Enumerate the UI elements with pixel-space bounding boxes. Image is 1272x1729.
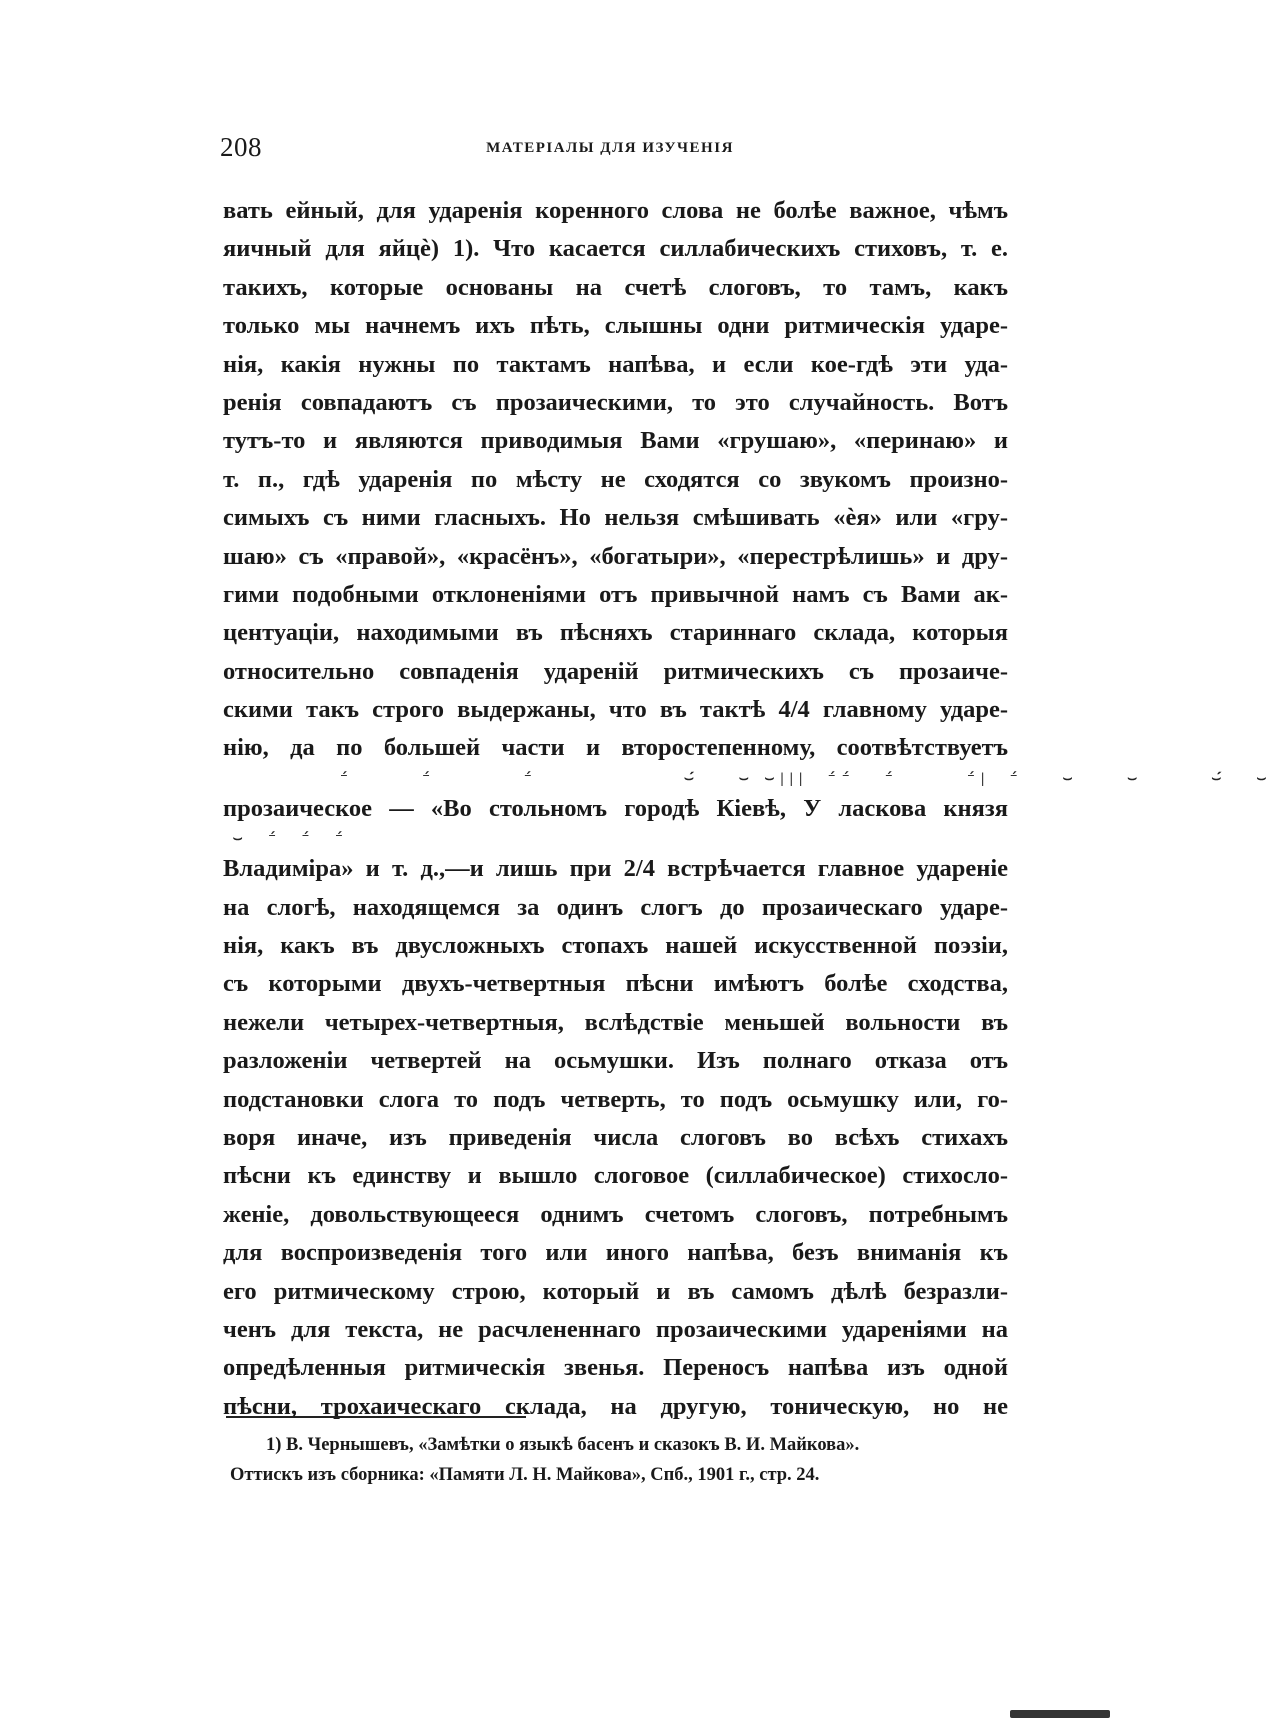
text-line: вать ейный, для ударенія коренного слова не болѣе важное, чѣмъ xyxy=(223,197,1008,224)
footnote-divider xyxy=(226,1416,526,1418)
text-line: его ритмическому строю, который и въ самомъ дѣлѣ безразли- xyxy=(223,1277,1008,1305)
text-line: на слогѣ, находящемся за одинъ слогъ до прозаическаго ударе- xyxy=(223,893,1008,921)
text-line: центуаціи, находимыми въ пѣсняхъ стариннаго склада, которыя xyxy=(223,619,1008,647)
running-head: МАТЕРІАЛЫ ДЛЯ ИЗУЧЕНІЯ xyxy=(486,140,734,156)
footnotes xyxy=(230,1430,1020,1490)
page-header xyxy=(220,132,1010,172)
body-text xyxy=(223,192,1272,1426)
text-line: яичный для яйцѐ) 1). Что касается силлабическихъ стиховъ, т. е. xyxy=(223,235,1008,263)
text-line: разложеніи четвертей на осьмушки. Изъ полнаго отказа отъ xyxy=(223,1047,1008,1075)
text-line: нія, какія нужны по тактамъ напѣва, и если кое-гдѣ эти уда- xyxy=(223,350,1008,378)
text-line: ренія совпадаютъ съ прозаическими, то это случайность. Вотъ xyxy=(223,388,1008,416)
text-line: опредѣленныя ритмическія звенья. Переносъ напѣва изъ одной xyxy=(223,1354,1008,1382)
text-line: шаю» съ «правой», «красёнъ», «богатыри», «перестрѣлишь» и дру- xyxy=(223,542,1008,570)
text-line: гими подобными отклоненіями отъ привычной намъ съ Вами ак- xyxy=(223,580,1008,608)
prosody-marks: ⌣ ⁻́ ⁻́ ⁻́ xyxy=(223,831,349,848)
scan-artifact xyxy=(1010,1710,1110,1718)
prosody-marks: ⁻́ ⁻́ ⁻́ ⌣́ ⌣ ⌣||| ⁻́⁻́ ⁻́ ⁻́| ⁻́ ⌣ ⌣ ⌣́ ⌣ xyxy=(223,770,1272,787)
text-line: подстановки слога то подъ четверть, то подъ осьмушку или, го- xyxy=(223,1085,1008,1113)
text-line: нію, да по большей части и второстепенному, соотвѣтствуетъ xyxy=(223,734,1008,762)
text-line: тутъ-то и являются приводимыя Вами «грушаю», «перинаю» и xyxy=(223,427,1008,455)
text-line: прозаическое — «Во стольномъ городѣ Кіевѣ, У ласкова князя xyxy=(223,794,1008,822)
text-line: только мы начнемъ ихъ пѣть, слышны одни ритмическія ударе- xyxy=(223,312,1008,340)
text-line: воря иначе, изъ приведенія числа слоговъ во всѣхъ стихахъ xyxy=(223,1123,1008,1151)
text-line: пѣсни къ единству и вышло слоговое (силлабическое) стихосло- xyxy=(223,1162,1008,1190)
text-line: пѣсни, трохаическаго склада, на другую, тоническую, но не xyxy=(223,1392,1008,1420)
text-line: женіе, довольствующееся однимъ счетомъ слоговъ, потребнымъ xyxy=(223,1200,1008,1228)
page-number: 208 xyxy=(220,132,262,162)
text-line: съ которыми двухъ-четвертныя пѣсни имѣютъ болѣе сходства, xyxy=(223,970,1008,998)
text-line: симыхъ съ ними гласныхъ. Но нельзя смѣшивать «ѐя» или «гру- xyxy=(223,504,1008,532)
footnote-line: Оттискъ изъ сборника: «Памяти Л. Н. Майкова», Спб., 1901 г., стр. 24. xyxy=(230,1465,820,1485)
text-line: ченъ для текста, не расчлененнаго прозаическими удареніями на xyxy=(223,1315,1008,1343)
text-line: такихъ, которые основаны на счетѣ слоговъ, то тамъ, какъ xyxy=(223,273,1008,301)
footnote-line: 1) В. Чернышевъ, «Замѣтки о языкѣ басенъ и сказокъ В. И. Майкова». xyxy=(266,1435,860,1455)
text-line: для воспроизведенія того или иного напѣва, безъ вниманія къ xyxy=(223,1239,1008,1267)
text-line: нія, какъ въ двусложныхъ стопахъ нашей искусственной поэзіи, xyxy=(223,932,1008,960)
text-line: нежели четырех-четвертныя, вслѣдствіе меньшей вольности въ xyxy=(223,1008,1008,1036)
text-line: т. п., гдѣ ударенія по мѣсту не сходятся со звукомъ произно- xyxy=(223,465,1008,493)
text-line: относительно совпаденія ударенiй ритмическихъ съ прозаиче- xyxy=(223,657,1008,685)
text-line: Владиміра» и т. д.,—и лишь при 2/4 встрѣчается главное удареніе xyxy=(223,855,1008,883)
text-line: скими такъ строго выдержаны, что въ тактѣ 4/4 главному ударе- xyxy=(223,696,1008,724)
